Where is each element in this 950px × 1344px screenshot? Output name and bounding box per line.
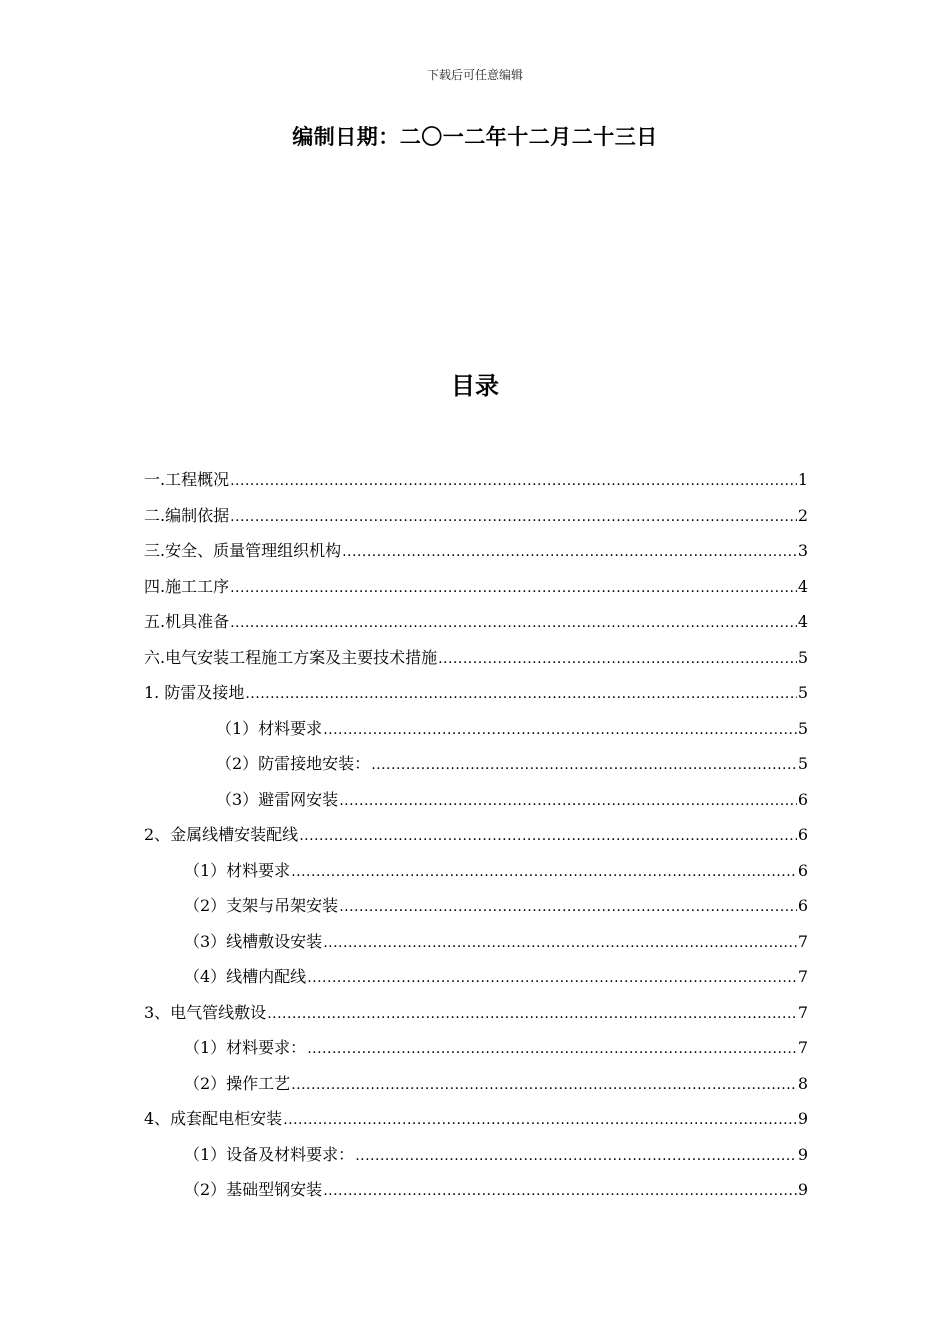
toc-entry[interactable] bbox=[144, 1106, 808, 1142]
toc-entry-text: （2）防雷接地安装： bbox=[216, 754, 371, 773]
toc-entry-page: 4 bbox=[797, 576, 808, 596]
toc-leader bbox=[307, 970, 797, 986]
toc-leader bbox=[323, 1183, 797, 1199]
toc-entry[interactable] bbox=[144, 1142, 808, 1178]
toc-entry-page: 6 bbox=[797, 860, 808, 880]
toc-leader bbox=[291, 864, 797, 880]
toc-entry-page: 5 bbox=[797, 683, 808, 702]
toc-entry-text: （2）操作工艺 bbox=[184, 1073, 291, 1093]
toc-entry-page: 6 bbox=[797, 896, 808, 915]
toc-entry-number: 四. bbox=[144, 576, 166, 596]
toc-entry[interactable] bbox=[144, 1035, 808, 1071]
compile-date: 编制日期：二〇一二年十二月二十三日 bbox=[292, 125, 658, 149]
toc-entry-page: 3 bbox=[797, 541, 808, 560]
toc-entry[interactable] bbox=[144, 538, 808, 574]
toc-entry-text: 编制依据 bbox=[165, 505, 230, 525]
toc-entry[interactable] bbox=[144, 822, 808, 858]
toc-entry-text: （3）线槽敷设安装 bbox=[184, 931, 323, 951]
toc-entry-page: 6 bbox=[797, 789, 808, 809]
toc-leader bbox=[339, 899, 797, 915]
toc-entry-text: （1）材料要求 bbox=[184, 860, 291, 880]
toc-entry-text: 2、金属线槽安装配线 bbox=[144, 825, 299, 844]
toc-entry-text: （1）材料要求 bbox=[216, 718, 323, 738]
toc-entry-number: 六. bbox=[144, 647, 166, 667]
toc-entry[interactable] bbox=[144, 858, 808, 894]
toc-entry-text: （2）支架与吊架安装 bbox=[184, 896, 339, 915]
toc-entry[interactable] bbox=[144, 680, 808, 716]
toc-entry-text: 机具准备 bbox=[165, 612, 230, 631]
toc-entry-text: （1）材料要求： bbox=[184, 1038, 307, 1057]
toc-entry-text: 4、成套配电柜安装 bbox=[144, 1109, 283, 1128]
toc-entry-text: 1. 防雷及接地 bbox=[144, 683, 245, 702]
toc-entry-text: 工程概况 bbox=[165, 470, 230, 489]
toc-leader bbox=[323, 722, 797, 738]
toc-entry[interactable] bbox=[144, 964, 808, 1000]
toc-leader bbox=[230, 580, 797, 596]
toc-entry[interactable] bbox=[144, 645, 808, 681]
toc-entry-page: 7 bbox=[797, 1038, 808, 1057]
toc-leader bbox=[307, 1041, 797, 1057]
toc-leader bbox=[355, 1148, 797, 1164]
toc-entry-page: 5 bbox=[797, 718, 808, 738]
toc-entry[interactable] bbox=[144, 751, 808, 787]
toc-entry-text: （3）避雷网安装 bbox=[216, 789, 339, 809]
toc-entry-text: 3、电气管线敷设 bbox=[144, 1002, 267, 1022]
toc-leader bbox=[371, 757, 797, 773]
toc-entry-text: （1）设备及材料要求： bbox=[184, 1144, 355, 1164]
toc-entry-page: 8 bbox=[797, 1073, 808, 1093]
toc-entry-number: 五. bbox=[144, 612, 166, 631]
toc-leader bbox=[267, 1006, 797, 1022]
toc-entry-text: 电气安装工程施工方案及主要技术措施 bbox=[165, 647, 438, 667]
toc-leader bbox=[438, 651, 797, 667]
toc-entry-page: 1 bbox=[797, 470, 808, 489]
toc-entry[interactable] bbox=[144, 1071, 808, 1107]
toc-entry-page: 4 bbox=[797, 612, 808, 631]
toc-entry-page: 7 bbox=[797, 1002, 808, 1022]
toc-entry[interactable] bbox=[144, 503, 808, 539]
toc-leader bbox=[299, 828, 797, 844]
toc-entry[interactable] bbox=[144, 893, 808, 929]
toc-entry-text: 施工工序 bbox=[165, 576, 230, 596]
toc-entry[interactable] bbox=[144, 1000, 808, 1036]
toc-entry-page: 9 bbox=[797, 1144, 808, 1164]
toc-leader bbox=[323, 935, 797, 951]
toc-title: 目录 bbox=[451, 372, 499, 400]
toc-leader bbox=[230, 473, 797, 489]
toc-entry-number: 二. bbox=[144, 505, 166, 525]
toc-entry[interactable] bbox=[144, 787, 808, 823]
toc-entry-page: 9 bbox=[797, 1180, 808, 1199]
toc-leader bbox=[291, 1077, 797, 1093]
toc-entry[interactable] bbox=[144, 574, 808, 610]
toc-entry[interactable] bbox=[144, 467, 808, 503]
toc-leader bbox=[342, 544, 797, 560]
toc-entry-number: 一. bbox=[144, 470, 166, 489]
table-of-contents bbox=[144, 467, 808, 1213]
toc-entry-page: 5 bbox=[797, 647, 808, 667]
toc-entry-text: （2）基础型钢安装 bbox=[184, 1180, 323, 1199]
toc-leader bbox=[245, 686, 796, 702]
toc-entry-page: 7 bbox=[797, 967, 808, 986]
toc-entry[interactable] bbox=[144, 929, 808, 965]
toc-entry-text: （4）线槽内配线 bbox=[184, 967, 307, 986]
toc-leader bbox=[283, 1112, 797, 1128]
toc-leader bbox=[230, 509, 797, 525]
toc-entry-page: 7 bbox=[797, 931, 808, 951]
toc-entry-page: 9 bbox=[797, 1109, 808, 1128]
toc-entry-page: 2 bbox=[797, 505, 808, 525]
header-note: 下载后可任意编辑 bbox=[426, 68, 523, 82]
toc-leader bbox=[230, 615, 797, 631]
toc-entry-page: 6 bbox=[797, 825, 808, 844]
toc-entry-page: 5 bbox=[797, 754, 808, 773]
toc-entry[interactable] bbox=[144, 609, 808, 645]
toc-entry-number: 三. bbox=[144, 541, 166, 560]
toc-entry[interactable] bbox=[144, 1177, 808, 1213]
toc-entry-text: 安全、质量管理组织机构 bbox=[165, 541, 342, 560]
toc-leader bbox=[339, 793, 797, 809]
toc-entry[interactable] bbox=[144, 716, 808, 752]
